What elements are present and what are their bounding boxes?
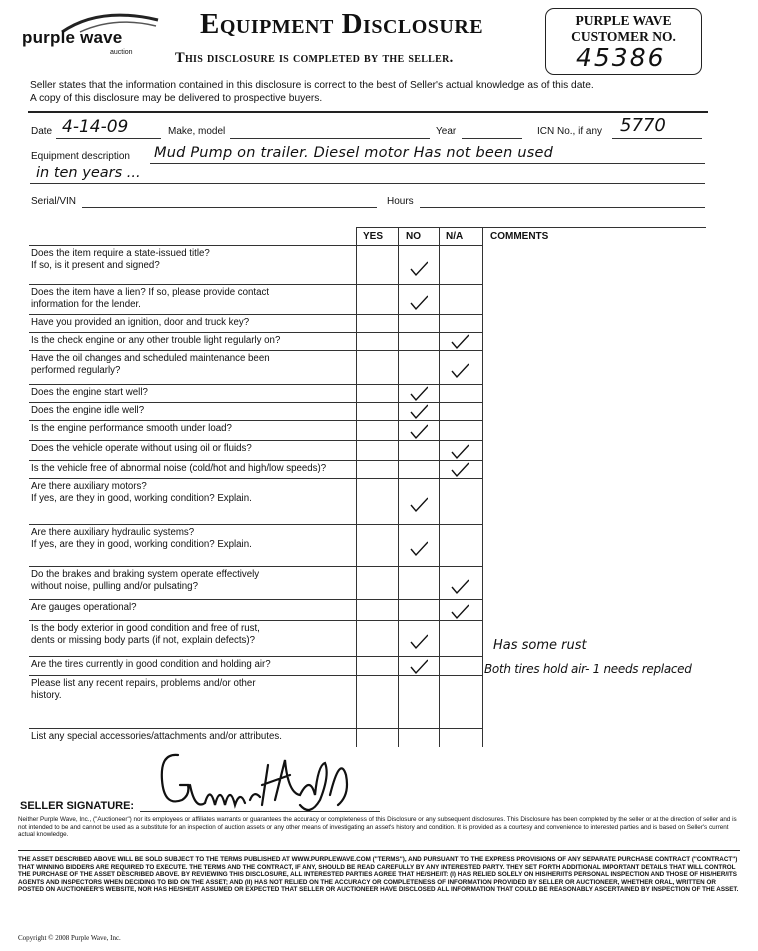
answer-cell-na[interactable] [440, 479, 481, 523]
answer-cell-na[interactable] [440, 421, 481, 439]
answer-cell-na[interactable] [440, 385, 481, 401]
checkmark-icon [410, 634, 428, 650]
checkmark-icon [451, 444, 469, 460]
question-9 [31, 443, 252, 455]
question-text: without noise, pulling and/or pulsating? [31, 581, 198, 592]
question-text: Are there auxiliary motors? [31, 481, 147, 492]
answer-cell-yes[interactable] [357, 657, 398, 674]
question-text: Does the item have a lien? If so, please provide contact [31, 287, 270, 298]
answer-cell-yes[interactable] [357, 729, 398, 746]
answer-cell-yes[interactable] [357, 403, 398, 419]
answer-cell-na[interactable] [440, 657, 481, 674]
answer-cell-na[interactable] [440, 285, 481, 313]
date-label: Date [31, 126, 53, 137]
checkmark-icon [410, 424, 428, 440]
description-underline-1 [150, 163, 705, 164]
question-3 [31, 317, 249, 329]
question-5 [31, 353, 270, 377]
checkmark-icon [451, 363, 469, 379]
divider [28, 111, 708, 113]
answer-cell-no[interactable] [399, 333, 440, 349]
question-text: If yes, are they in good, working condition? Explain. [31, 539, 252, 550]
make-model-underline [230, 138, 430, 139]
checkmark-icon [451, 604, 469, 620]
checkmark-icon [451, 579, 469, 595]
answer-cell-na[interactable] [440, 729, 481, 746]
checkmark-icon [410, 404, 428, 420]
description-value-2[interactable]: in ten years ... [36, 165, 141, 181]
col-header-na: N/A [446, 231, 464, 242]
question-text: If yes, are they in good, working condition? Explain. [31, 493, 252, 504]
question-text: performed regularly? [31, 365, 121, 376]
description-label: Equipment description [31, 151, 130, 162]
question-text: Does the engine idle well? [31, 405, 145, 416]
checkmark-icon [410, 497, 428, 513]
table-top-line [356, 227, 706, 228]
answer-cell-no[interactable] [399, 729, 440, 746]
answer-cell-yes[interactable] [357, 621, 398, 655]
divider [18, 850, 740, 851]
intro-line-2: A copy of this disclosure may be delivered to prospective buyers. [30, 92, 323, 104]
question-text: history. [31, 690, 62, 701]
serial-underline [82, 207, 377, 208]
checkmark-icon [410, 386, 428, 402]
logo-subtext: auction [110, 49, 133, 56]
question-text: Do the brakes and braking system operate effectively [31, 569, 260, 580]
year-label: Year [436, 126, 457, 137]
question-text: Does the item require a state-issued title? [31, 248, 210, 259]
icn-value[interactable]: 5770 [620, 115, 666, 136]
answer-cell-no[interactable] [399, 567, 440, 598]
answer-cell-yes[interactable] [357, 461, 398, 477]
answer-cell-no[interactable] [399, 315, 440, 331]
question-text: Is the vehicle free of abnormal noise (cold/hot and high/low speeds)? [31, 463, 327, 474]
question-14 [31, 602, 137, 614]
checkmark-icon [410, 295, 428, 311]
question-text: Are the tires currently in good condition and holding air? [31, 659, 271, 670]
comment-rust[interactable]: Has some rust [493, 638, 587, 653]
col-header-no: NO [406, 231, 421, 242]
answer-cell-na[interactable] [440, 403, 481, 419]
answer-cell-yes[interactable] [357, 525, 398, 565]
answer-cell-na[interactable] [440, 246, 481, 283]
question-text: Does the engine start well? [31, 387, 148, 398]
question-text: Have the oil changes and scheduled maintenance been [31, 353, 270, 364]
question-17 [31, 678, 256, 702]
checkmark-icon [410, 261, 428, 277]
question-text: If so, is it present and signed? [31, 260, 160, 271]
purple-wave-logo [22, 14, 162, 64]
date-underline [56, 138, 161, 139]
answer-cell-no[interactable] [399, 441, 440, 459]
question-2 [31, 287, 269, 311]
question-8 [31, 423, 232, 435]
answer-cell-no[interactable] [399, 461, 440, 477]
hours-label: Hours [387, 196, 414, 207]
answer-cell-na[interactable] [440, 525, 481, 565]
question-text: Are there auxiliary hydraulic systems? [31, 527, 195, 538]
question-18 [31, 731, 282, 743]
question-15 [31, 623, 260, 647]
question-11 [31, 481, 252, 505]
comment-tires[interactable]: Both tires hold air- 1 needs replaced [484, 662, 692, 676]
answer-cell-yes[interactable] [357, 385, 398, 401]
copyright: Copyright © 2008 Purple Wave, Inc. [18, 934, 121, 942]
customer-number-box [545, 8, 702, 75]
answer-cell-yes[interactable] [357, 333, 398, 349]
question-text: Please list any recent repairs, problems and/or other [31, 678, 256, 689]
customer-box-line2: CUSTOMER NO. [571, 29, 676, 44]
intro-line-1: Seller states that the information contained in this disclosure is correct to the best of Seller's actual knowledge as of this date. [30, 80, 594, 91]
customer-box-line1: PURPLE WAVE [575, 13, 672, 28]
answer-cell-no[interactable] [399, 676, 440, 727]
col-header-comments: COMMENTS [490, 231, 549, 242]
description-underline-2 [30, 183, 705, 184]
col-divider [482, 227, 483, 747]
answer-cell-no[interactable] [399, 351, 440, 383]
question-text: dents or missing body parts (if not, explain defects)? [31, 635, 255, 646]
page-subtitle: This disclosure is completed by the seller. [175, 50, 454, 66]
checkmark-icon [410, 659, 428, 675]
question-text: Is the engine performance smooth under load? [31, 423, 232, 434]
customer-number[interactable]: 45386 [576, 43, 666, 72]
answer-cell-na[interactable] [440, 315, 481, 331]
checkmark-icon [451, 462, 469, 478]
question-text: Have you provided an ignition, door and truck key? [31, 317, 250, 328]
icn-underline [612, 138, 702, 139]
question-7 [31, 405, 144, 417]
disclaimer-1: Neither Purple Wave, Inc., ("Auctioneer") nor its employees or affiliates warrants or guarantees the accuracy or completeness of this Disclosure or any subsequent disclosures. This Disclosure has been completed by the seller or at the direction of seller and is not intended to be and cannot be used as a substitute for an inspection of auction assets or any other means of investigating an asset's history and condition. It is provided as a courtesy and convenience to interested parties and is based on Seller's current actual knowledge. [18, 816, 737, 839]
question-12 [31, 527, 252, 551]
answer-cell-yes[interactable] [357, 246, 398, 283]
checkmark-icon [410, 541, 428, 557]
disclaimer-2: THE ASSET DESCRIBED ABOVE WILL BE SOLD SUBJECT TO THE TERMS PUBLISHED AT WWW.PURPLEWAVE.COM ("TERMS"), AND PURSUANT TO THE EXPRESS PROVISIONS OF ANY SEPARATE PURCHASE CONTRACT ("CONTRACT") THAT WINNING BIDDERS ARE REQUIRED TO EXECUTE. THE TERMS AND THE CONTRACT, IF ANY, SHOULD BE READ CAREFULLY BY ANY INTERESTED PARTY. THEY SET FORTH ADDITIONAL IMPORTANT DETAILS THAT WILL CONTROL THE PURCHASE OF THE ASSET DESCRIBED ABOVE. BY REVIEWING THIS DISCLOSURE, ALL INTERESTED PARTIES AGREE THAT HE/SHE/IT: (I) HAS RELIED SOLELY ON HIS/HER/ITS PERSONAL INSPECTION AND THOSE OF HIS/HER/ITS AGENTS AND INSPECTORS WHEN DECIDING TO BID ON THE ASSET; AND (II) HAS NOT RELIED ON THE ACCURACY OR COMPLETENESS OF INFORMATION PROVIDED BY SELLER OR AUCTIONEER, WHETHER ORAL, WRITTEN OR POSTED ON AUCTIONEER'S WEBSITE, NOR HAS HE/SHE/IT ASSUMED OR EXPECTED THAT SELLER OR AUCTIONEER HAVE DISCLOSED ALL INFORMATION THAT COULD BE REASONABLY ASCERTAINED BY INSPECTION OF THE ASSET. [18, 856, 739, 894]
signature-image [150, 745, 360, 820]
answer-cell-yes[interactable] [357, 600, 398, 619]
answer-cell-no[interactable] [399, 600, 440, 619]
answer-cell-yes[interactable] [357, 441, 398, 459]
hours-underline [420, 207, 705, 208]
question-1 [31, 248, 210, 272]
question-text: Is the body exterior in good condition and free of rust, [31, 623, 260, 634]
answer-cell-na[interactable] [440, 676, 481, 727]
intro-text [30, 80, 594, 105]
description-value-1[interactable]: Mud Pump on trailer. Diesel motor Has not been used [154, 145, 553, 161]
question-text: List any special accessories/attachments and/or attributes. [31, 731, 282, 742]
question-16 [31, 659, 271, 671]
answer-cell-yes[interactable] [357, 351, 398, 383]
date-value[interactable]: 4-14-09 [62, 117, 129, 137]
question-text: Is the check engine or any other trouble light regularly on? [31, 335, 281, 346]
year-underline [462, 138, 522, 139]
question-text: Does the vehicle operate without using oil or fluids? [31, 443, 252, 454]
answer-cell-yes[interactable] [357, 315, 398, 331]
serial-label: Serial/VIN [31, 196, 77, 207]
seller-signature-label: SELLER SIGNATURE: [20, 800, 135, 812]
question-4 [31, 335, 280, 347]
answer-cell-yes[interactable] [357, 285, 398, 313]
question-10 [31, 463, 326, 475]
answer-cell-yes[interactable] [357, 567, 398, 598]
page-title: Equipment Disclosure [200, 8, 484, 40]
answer-cell-yes[interactable] [357, 421, 398, 439]
checkmark-icon [451, 334, 469, 350]
col-header-yes: YES [363, 231, 384, 242]
question-6 [31, 387, 148, 399]
answer-cell-na[interactable] [440, 621, 481, 655]
logo-wordmark: purple wave [22, 28, 123, 47]
question-13 [31, 569, 259, 593]
question-text: Are gauges operational? [31, 602, 137, 613]
question-text: information for the lender. [31, 299, 141, 310]
icn-label: ICN No., if any [537, 126, 603, 137]
answer-cell-yes[interactable] [357, 676, 398, 727]
make-model-label: Make, model [168, 126, 226, 137]
answer-cell-yes[interactable] [357, 479, 398, 523]
